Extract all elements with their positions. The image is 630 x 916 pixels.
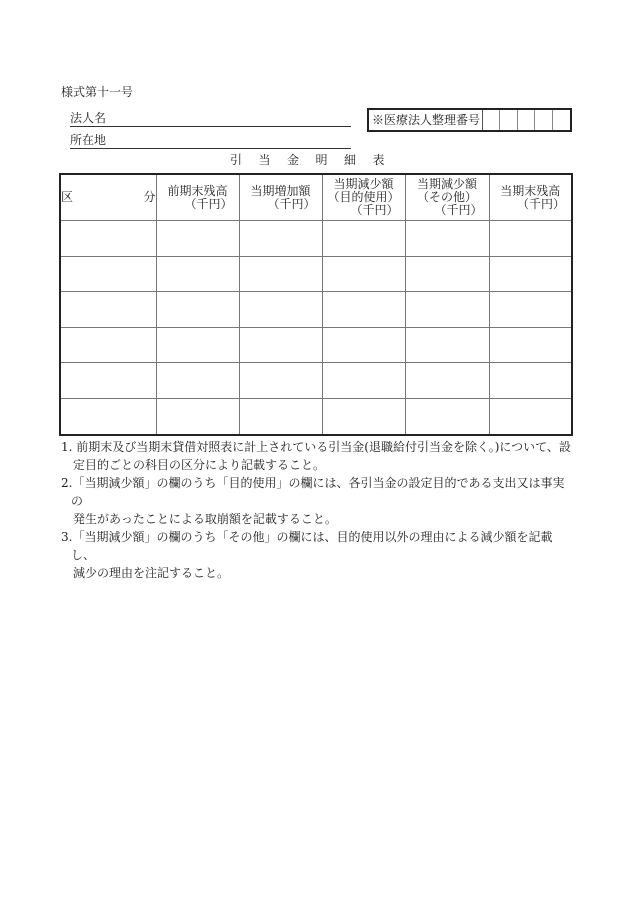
header-prior-end-balance: 前期末残高 （千円）	[156, 174, 239, 221]
cell-category[interactable]	[60, 363, 156, 399]
cell-prior-end-balance[interactable]	[156, 327, 239, 363]
table-row	[60, 398, 572, 434]
cell-category[interactable]	[60, 292, 156, 328]
corp-name-label: 法人名	[70, 111, 107, 125]
cell-prior-end-balance[interactable]	[156, 292, 239, 328]
instructions-notes	[61, 438, 576, 582]
provisions-table	[59, 173, 573, 436]
note-1	[61, 438, 576, 474]
cell-current-increase[interactable]	[239, 256, 322, 292]
document-title: 引当金明細表	[230, 153, 402, 167]
cell-category[interactable]	[60, 398, 156, 434]
cell-decrease-purpose[interactable]	[322, 256, 405, 292]
cell-decrease-other[interactable]	[405, 327, 489, 363]
cell-current-end-balance[interactable]	[489, 221, 572, 257]
cell-decrease-other[interactable]	[405, 398, 489, 434]
note-3-line2: 減少の理由を注記すること。	[73, 566, 230, 580]
cell-current-increase[interactable]	[239, 398, 322, 434]
note-1-line2: 定目的ごとの科目の区分により記載すること。	[73, 458, 326, 472]
note-2-line1: 2.「当期減少額」の欄のうち「目的使用」の欄には、各引当金の設定目的である支出又は事実の	[61, 476, 565, 508]
table-row	[60, 256, 572, 292]
header-category	[60, 174, 156, 221]
cell-current-end-balance[interactable]	[489, 256, 572, 292]
cell-decrease-purpose[interactable]	[322, 292, 405, 328]
cell-decrease-purpose[interactable]	[322, 221, 405, 257]
id-digit-cell[interactable]	[500, 110, 517, 130]
cell-category[interactable]	[60, 327, 156, 363]
id-digit-cell[interactable]	[483, 110, 500, 130]
table-row	[60, 221, 572, 257]
table-header-row	[60, 174, 572, 221]
medical-corp-id-box	[367, 108, 572, 132]
id-digit-cell[interactable]	[518, 110, 535, 130]
cell-prior-end-balance[interactable]	[156, 256, 239, 292]
cell-decrease-purpose[interactable]	[322, 398, 405, 434]
table-row	[60, 363, 572, 399]
cell-current-end-balance[interactable]	[489, 292, 572, 328]
medical-corp-id-label: ※医療法人整理番号	[369, 110, 483, 130]
header-decrease-other: 当期減少額 （その他） （千円）	[405, 174, 489, 221]
id-digit-cell[interactable]	[535, 110, 552, 130]
header-decrease-purpose: 当期減少額 （目的使用） （千円）	[322, 174, 405, 221]
note-2	[61, 474, 576, 528]
cell-decrease-purpose[interactable]	[322, 327, 405, 363]
cell-prior-end-balance[interactable]	[156, 221, 239, 257]
form-number: 様式第十一号	[61, 85, 134, 99]
cell-current-end-balance[interactable]	[489, 363, 572, 399]
cell-decrease-other[interactable]	[405, 363, 489, 399]
cell-category[interactable]	[60, 256, 156, 292]
header-category-b: 分	[143, 190, 156, 204]
cell-prior-end-balance[interactable]	[156, 363, 239, 399]
header-current-end-balance: 当期末残高 （千円）	[489, 174, 572, 221]
cell-current-increase[interactable]	[239, 292, 322, 328]
table-row	[60, 292, 572, 328]
table-row	[60, 327, 572, 363]
cell-current-end-balance[interactable]	[489, 398, 572, 434]
cell-current-increase[interactable]	[239, 221, 322, 257]
address-field[interactable]	[70, 132, 351, 149]
note-3	[61, 528, 576, 582]
address-label: 所在地	[70, 133, 107, 147]
corp-name-field[interactable]	[70, 110, 351, 127]
cell-decrease-purpose[interactable]	[322, 363, 405, 399]
note-1-line1: 1. 前期末及び当期末貸借対照表に計上されている引当金(退職給付引当金を除く。)について、設	[61, 440, 571, 454]
header-current-increase: 当期増加額 （千円）	[239, 174, 322, 221]
header-category-a: 区	[61, 190, 74, 204]
cell-category[interactable]	[60, 221, 156, 257]
cell-decrease-other[interactable]	[405, 221, 489, 257]
note-3-line1: 3.「当期減少額」の欄のうち「その他」の欄には、目的使用以外の理由による減少額を記載し、	[61, 530, 553, 562]
cell-decrease-other[interactable]	[405, 256, 489, 292]
cell-current-increase[interactable]	[239, 363, 322, 399]
id-digit-cell[interactable]	[553, 110, 570, 130]
cell-current-end-balance[interactable]	[489, 327, 572, 363]
note-2-line2: 発生があったことによる取崩額を記載すること。	[73, 512, 337, 526]
cell-decrease-other[interactable]	[405, 292, 489, 328]
cell-current-increase[interactable]	[239, 327, 322, 363]
cell-prior-end-balance[interactable]	[156, 398, 239, 434]
